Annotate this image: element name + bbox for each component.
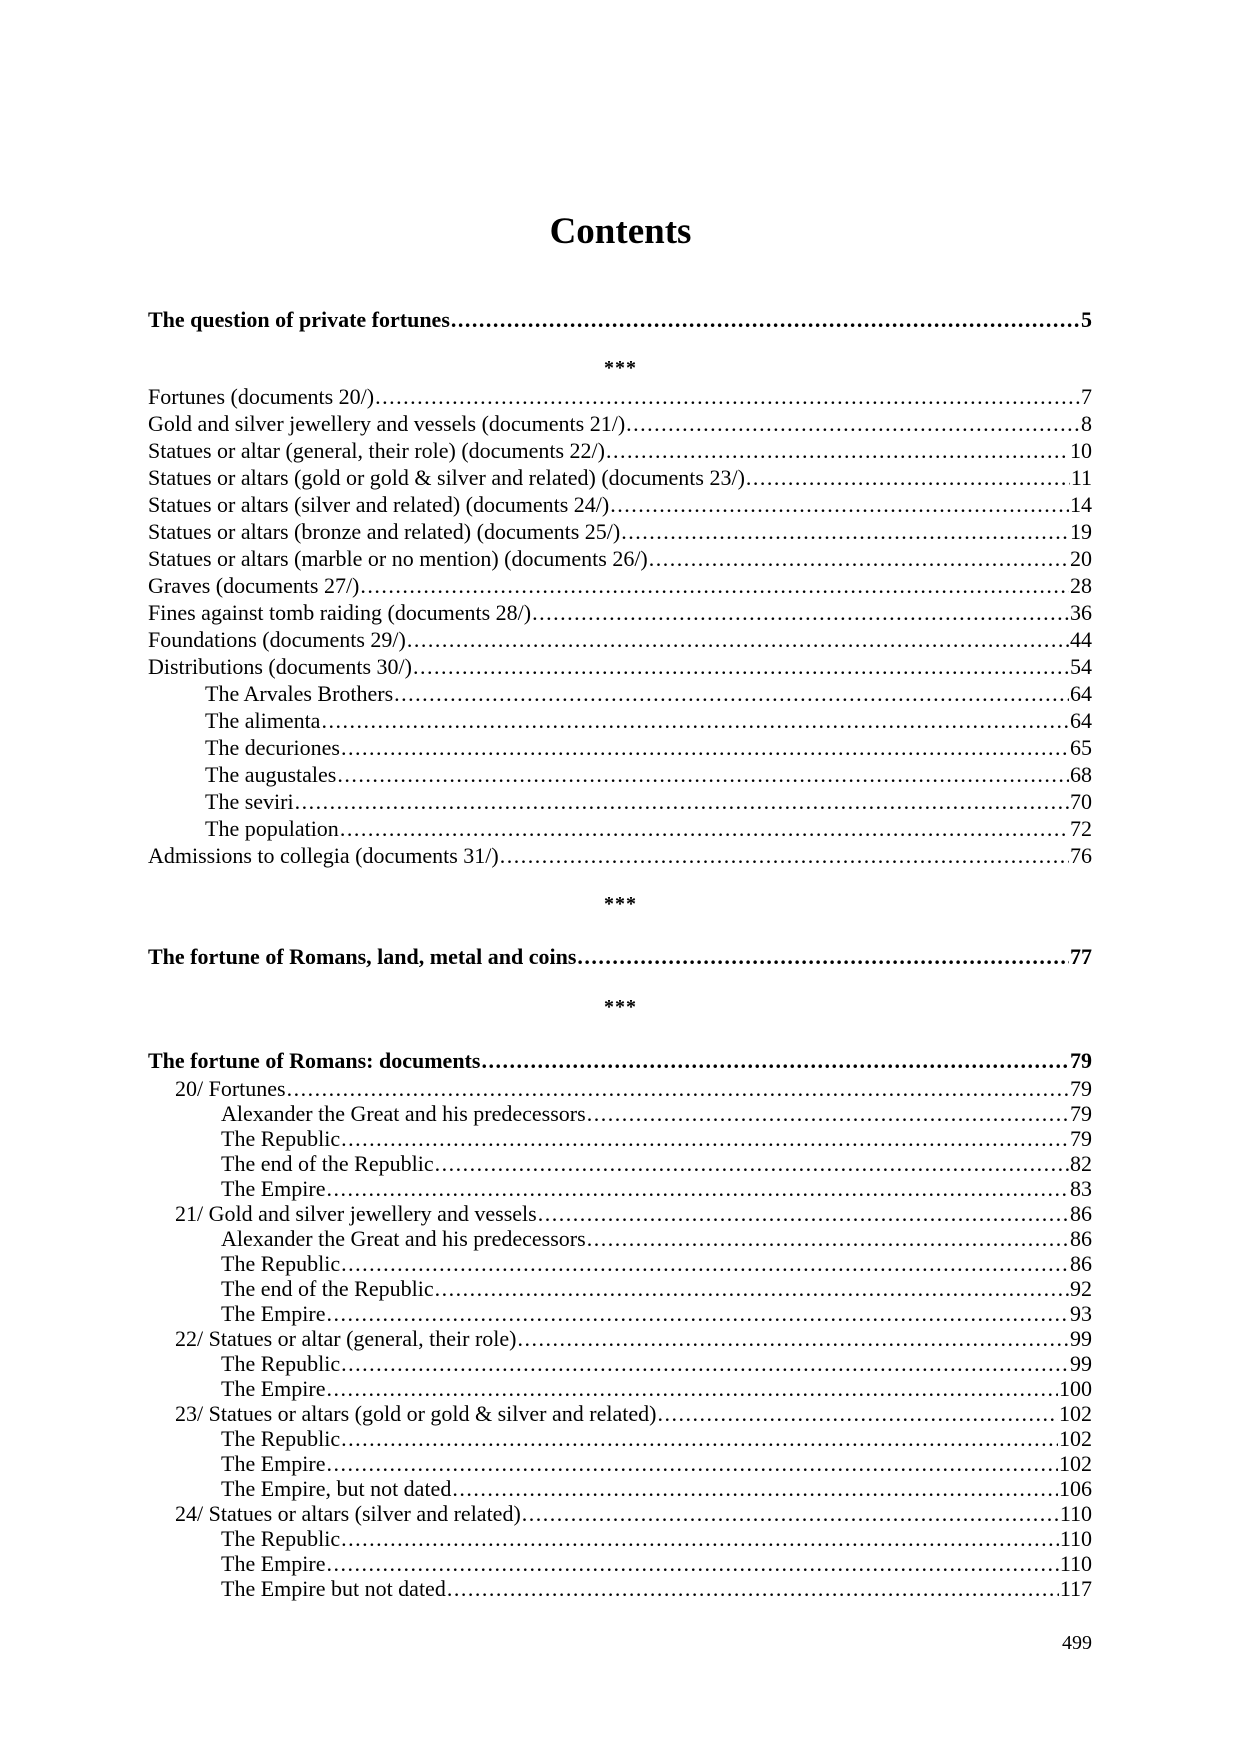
toc-subentry[interactable] [148,1551,1092,1576]
toc-entry-page: 8 [1081,411,1092,436]
toc-entry-page: 14 [1070,492,1092,517]
toc-part2 [148,942,1092,972]
toc-leader-dots [657,1401,1058,1426]
toc-subentry[interactable] [148,1226,1092,1251]
toc-leader-dots [587,1226,1069,1251]
toc-leader-dots [394,680,1069,707]
toc-subentry[interactable] [148,1426,1092,1451]
toc-entry-page: 79 [1070,1101,1092,1126]
toc-leader-dots [626,410,1080,437]
toc-entry-title: The decuriones [205,735,340,760]
toc-entry-title: The end of the Republic [221,1276,434,1301]
toc-leader-dots [375,383,1080,410]
toc-entry-heading[interactable] [148,942,1092,972]
toc-entry[interactable] [148,1401,1092,1426]
toc-entry-page: 28 [1070,573,1092,598]
toc-subentry[interactable] [148,1576,1092,1601]
toc-part3 [148,1046,1092,1076]
toc-entry-page: 79 [1070,1126,1092,1151]
toc-subentry[interactable] [148,1151,1092,1176]
toc-entry-page: 64 [1070,708,1092,733]
toc-entry[interactable] [148,842,1092,869]
toc-list1 [148,383,1092,869]
toc-leader-dots [326,1176,1069,1201]
toc-entry-title: The Empire [221,1551,326,1576]
toc-entry-page: 82 [1070,1151,1092,1176]
toc-entry-page: 65 [1070,735,1092,760]
toc-entry-title: 22/ Statues or altar (general, their role) [175,1326,517,1351]
toc-leader-dots [452,1476,1058,1501]
toc-entry-title: Distributions (documents 30/) [148,654,412,679]
toc-entry[interactable] [148,383,1092,410]
toc-entry-title: The Empire [221,1176,326,1201]
toc-entry-page: 10 [1070,438,1092,463]
toc-entry[interactable] [148,518,1092,545]
toc-entry[interactable] [148,491,1092,518]
toc-entry-page: 110 [1059,1551,1092,1576]
toc-subentry[interactable] [148,1301,1092,1326]
toc-entry-title: The population [205,816,339,841]
toc-entry-page: 11 [1070,465,1092,490]
toc-subentry[interactable] [148,1351,1092,1376]
toc-leader-dots [337,761,1069,788]
toc-leader-dots [341,734,1069,761]
toc-entry[interactable] [148,572,1092,599]
toc-entry-heading[interactable] [148,305,1092,335]
toc-leader-dots [341,1251,1069,1276]
toc-entry-page: 79 [1070,1048,1092,1073]
toc-entry-title: The Empire [221,1301,326,1326]
toc-entry-title: Statues or altar (general, their role) (documents 22/) [148,438,605,463]
toc-entry-title: Statues or altars (silver and related) (documents 24/) [148,492,610,517]
toc-leader-dots [287,1076,1069,1101]
toc-entry-page: 44 [1070,627,1092,652]
toc-entry-page: 72 [1070,816,1092,841]
toc-leader-dots [587,1101,1069,1126]
toc-entry-title: Statues or altars (gold or gold & silver and related) (documents 23/) [148,465,745,490]
toc-subentry[interactable] [148,1126,1092,1151]
toc-entry[interactable] [148,1076,1092,1101]
toc-subentry[interactable] [148,1476,1092,1501]
toc-leader-dots [517,1326,1069,1351]
toc-entry-title: The Empire [221,1451,326,1476]
toc-entry-page: 76 [1070,843,1092,868]
toc-entry[interactable] [148,545,1092,572]
toc-entry-page: 70 [1070,789,1092,814]
toc-leader-dots [649,545,1069,572]
toc-leader-dots [321,707,1069,734]
toc-entry-title: The Empire but not dated [221,1576,446,1601]
toc-entry[interactable] [148,626,1092,653]
toc-subentry[interactable] [148,815,1092,842]
toc-entry-page: 102 [1059,1426,1092,1451]
toc-entry[interactable] [148,1501,1092,1526]
toc-entry-title: The end of the Republic [221,1151,434,1176]
toc-subentry[interactable] [148,1251,1092,1276]
toc-entry-page: 110 [1059,1526,1092,1551]
toc-leader-dots [435,1276,1069,1301]
toc-entry-title: Fines against tomb raiding (documents 28/) [148,600,532,625]
toc-entry-page: 100 [1059,1376,1092,1401]
section-separator: *** [604,357,637,379]
toc-entry-page: 92 [1070,1276,1092,1301]
toc-entry-title: Foundations (documents 29/) [148,627,406,652]
toc-leader-dots [621,518,1069,545]
toc-entry-heading[interactable] [148,1046,1092,1076]
toc-entry[interactable] [148,1201,1092,1226]
toc-leader-dots [341,1526,1059,1551]
toc-entry-page: 86 [1070,1251,1092,1276]
toc-entry[interactable] [148,599,1092,626]
toc-entry-page: 110 [1059,1501,1092,1526]
toc-subentry[interactable] [148,1451,1092,1476]
toc-leader-dots [340,815,1069,842]
toc-leader-dots [522,1501,1059,1526]
toc-leader-dots [435,1151,1069,1176]
toc-entry-title: Graves (documents 27/) [148,573,360,598]
toc-entry[interactable] [148,464,1092,491]
toc-entry-title: The Republic [221,1526,341,1551]
toc-entry-title: The Republic [221,1126,341,1151]
toc-entry-title: The seviri [205,789,294,814]
toc-entry[interactable] [148,653,1092,680]
toc-entry-page: 117 [1059,1576,1092,1601]
toc-subentry[interactable] [148,734,1092,761]
toc-entry-page: 68 [1070,762,1092,787]
toc-leader-dots [532,599,1069,626]
toc-leader-dots [610,491,1069,518]
section-separator: *** [604,893,637,915]
toc-entry[interactable] [148,1326,1092,1351]
toc-entry-title: The fortune of Romans, land, metal and coins [148,944,577,969]
toc-entry-page: 86 [1070,1201,1092,1226]
toc-entry-page: 19 [1070,519,1092,544]
toc-subentry[interactable] [148,680,1092,707]
toc-list2 [148,1076,1092,1601]
toc-entry-title: The augustales [205,762,337,787]
toc-entry-page: 20 [1070,546,1092,571]
toc-entry-page: 106 [1059,1476,1092,1501]
toc-entry-title: The question of private fortunes [148,307,450,332]
toc-entry-title: The alimenta [205,708,321,733]
toc-entry-title: The Arvales Brothers [205,681,394,706]
toc-entry-page: 7 [1081,384,1092,409]
toc-entry-title: Statues or altars (marble or no mention) (documents 26/) [148,546,648,571]
toc-entry-title: The Empire, but not dated [221,1476,452,1501]
toc-leader-dots [326,1376,1058,1401]
toc-leader-dots [447,1576,1059,1601]
toc-entry-title: Statues or altars (bronze and related) (documents 25/) [148,519,621,544]
toc-leader-dots [407,626,1069,653]
toc-entry-title: Alexander the Great and his predecessors [221,1226,586,1251]
toc-subentry[interactable] [148,1526,1092,1551]
toc-entry-title: 23/ Statues or altars (gold or gold & silver and related) [175,1401,657,1426]
toc-entry-page: 77 [1070,944,1092,969]
toc-leader-dots [341,1426,1058,1451]
toc-entry-title: The fortune of Romans: documents [148,1048,481,1073]
toc-leader-dots [341,1126,1069,1151]
toc-leader-dots [500,842,1069,869]
toc-entry-title: 24/ Statues or altars (silver and related) [175,1501,521,1526]
toc-entry-page: 54 [1070,654,1092,679]
toc-entry-title: Admissions to collegia (documents 31/) [148,843,499,868]
toc-subentry[interactable] [148,788,1092,815]
toc-entry-title: 21/ Gold and silver jewellery and vessels [175,1201,537,1226]
toc-leader-dots [451,305,1080,335]
toc-entry-title: 20/ Fortunes [175,1076,286,1101]
toc-entry-page: 83 [1070,1176,1092,1201]
toc-entry-page: 64 [1070,681,1092,706]
toc-subentry[interactable] [148,1276,1092,1301]
toc-leader-dots [326,1451,1058,1476]
toc-leader-dots [360,572,1069,599]
toc-subentry[interactable] [148,707,1092,734]
toc-entry-title: The Empire [221,1376,326,1401]
toc-leader-dots [577,942,1069,972]
toc-subentry[interactable] [148,1376,1092,1401]
toc-subentry[interactable] [148,1101,1092,1126]
toc-entry-page: 79 [1070,1076,1092,1101]
toc-entry-page: 93 [1070,1301,1092,1326]
toc-entry-page: 99 [1070,1326,1092,1351]
toc-leader-dots [326,1301,1069,1326]
toc-entry[interactable] [148,410,1092,437]
toc-entry-page: 86 [1070,1226,1092,1251]
toc-entry-title: Gold and silver jewellery and vessels (documents 21/) [148,411,626,436]
toc-entry-page: 102 [1059,1451,1092,1476]
toc-subentry[interactable] [148,761,1092,788]
section-separator: *** [604,996,637,1018]
toc-leader-dots [746,464,1070,491]
toc-leader-dots [341,1351,1069,1376]
toc-entry-page: 36 [1070,600,1092,625]
toc-entry-title: The Republic [221,1426,341,1451]
toc-entry-title: The Republic [221,1251,341,1276]
page-number: 499 [1062,1632,1092,1654]
page-title: Contents [549,210,692,252]
toc-entry-title: Fortunes (documents 20/) [148,384,375,409]
toc-subentry[interactable] [148,1176,1092,1201]
toc-entry-page: 102 [1059,1401,1092,1426]
toc-entry-page: 99 [1070,1351,1092,1376]
toc-entry-title: The Republic [221,1351,341,1376]
toc-leader-dots [326,1551,1058,1576]
toc-leader-dots [295,788,1069,815]
toc-entry[interactable] [148,437,1092,464]
toc-entry-page: 5 [1081,307,1092,332]
toc-leader-dots [413,653,1069,680]
toc-leader-dots [606,437,1069,464]
toc-entry-title: Alexander the Great and his predecessors [221,1101,586,1126]
toc-part1 [148,305,1092,335]
toc-leader-dots [538,1201,1069,1226]
toc-leader-dots [481,1046,1069,1076]
